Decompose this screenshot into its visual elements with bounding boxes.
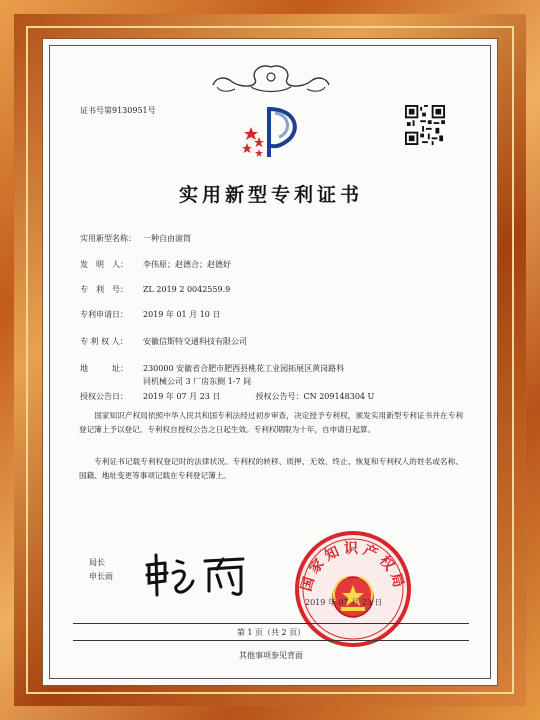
inventor-label: 发 明 人： [80, 260, 128, 269]
grant-no-label: 授权公告号： [255, 392, 304, 401]
utility-name-value: 一种自由滚筒 [143, 234, 191, 243]
director-name: 申长雨 [89, 572, 113, 581]
grant-row [80, 391, 374, 402]
grant-paragraph: 国家知识产权局依照中华人民共和国专利法经过初步审查，决定授予专利权，颁发实用新型专利证书并在专利登记簿上予以登记。专利权自授权公告之日起生效。专利权期限为十年，自申请日起算。 [79, 411, 463, 434]
certificate-title: 实用新型专利证书 [178, 184, 363, 206]
ornament-icon [211, 61, 331, 97]
signature-icon [143, 551, 253, 599]
address-line-2: 同机械公司 3 厂房东侧 1-7 间 [143, 377, 252, 386]
patentee-label: 专 利 权 人： [80, 337, 128, 346]
inventor-row [80, 259, 231, 270]
footer-rule-2 [73, 640, 469, 641]
page-info: 第 1 页（共 2 页） [236, 628, 306, 637]
address-label: 地 址： [80, 364, 128, 373]
patentee-row [80, 336, 247, 347]
patentee-value: 安徽信斯特交通科技有限公司 [143, 337, 247, 346]
filing-date-value: 2019 年 01 月 10 日 [143, 310, 221, 319]
footer-note: 其他事项参见背面 [239, 651, 303, 660]
logo-icon [239, 101, 305, 163]
utility-name-row [80, 233, 191, 244]
address-line-1: 230000 安徽省合肥市肥西县桃花工业园拓展区黄岗路科 [143, 364, 345, 373]
inventor-value: 李伟原；赵德合；赵德好 [143, 260, 231, 269]
utility-name-label: 实用新型名称： [80, 234, 136, 243]
footer-rule [73, 623, 469, 624]
grant-date-label: 授权公告日： [80, 392, 128, 401]
certificate-paper [42, 38, 498, 686]
filing-date-label: 专利申请日： [80, 310, 128, 319]
qr-code-icon [405, 105, 445, 145]
certificate-number: 证书号第9130951号 [80, 106, 156, 115]
grant-no-value: CN 209148304 U [303, 392, 375, 401]
grant-date-value: 2019 年 07 月 23 日 [143, 392, 221, 401]
seal-date: 2019 年 07 月 23 日 [305, 598, 383, 607]
patent-no-row [80, 284, 230, 295]
filing-date-row [80, 309, 220, 320]
address-row [80, 363, 344, 374]
seal-text: 国家知识产权局 [298, 541, 408, 594]
patent-no-label: 专 利 号： [80, 285, 128, 294]
notice-paragraph: 专利证书记载专利权登记时的法律状况。专利权的转移、质押、无效、终止、恢复和专利权人的姓名或名称、国籍、地址变更等事项记载在专利登记簿上。 [79, 457, 463, 480]
patent-no-value: ZL 2019 2 0042559.9 [143, 285, 231, 294]
director-title: 局长 [89, 558, 105, 567]
